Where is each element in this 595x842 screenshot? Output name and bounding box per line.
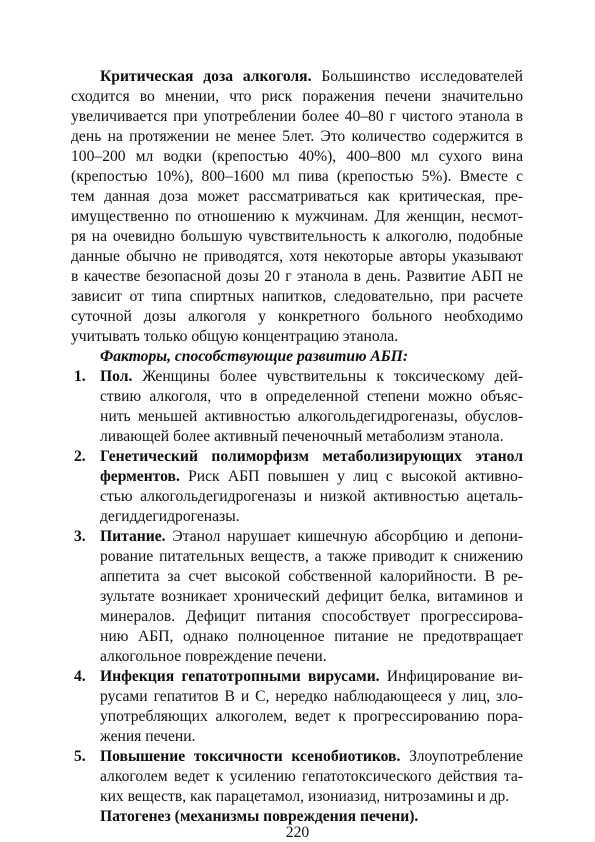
list-item-line: русами гепатитов В и С, нередко наблюдающееся у лиц, зло-	[100, 688, 523, 705]
paragraph-line: учитывать только общую концентрацию этанола.	[71, 328, 399, 345]
list-item-line: ливающей более активный печеночный метаболизм этанола.	[100, 428, 504, 445]
list-item-line: Питание. Этанол нарушает кишечную абсорбцию и депони-	[100, 528, 523, 545]
list-item-line: ких веществ, как парацетамол, изониазид, нитрозамины и др.	[100, 788, 510, 805]
list-item-line: алкогольное повреждение печени.	[100, 648, 327, 665]
list-item-line: Пол. Женщины более чувствительны к токсическому дей-	[100, 368, 523, 385]
list-item-line: Инфекция гепатотропными вирусами. Инфицирование ви-	[100, 668, 524, 685]
paragraph-line: ря на очевидно большую чувствительность к алкоголю, подобные	[71, 228, 523, 245]
list-item-line: рование питательных веществ, а также приводит к снижению	[100, 548, 523, 565]
list-number: 2.	[74, 448, 86, 465]
paragraph-line: 100–200 мл водки (крепостью 40%), 400–800 мл сухого вина	[71, 148, 523, 165]
paragraph-line: увеличивается при употреблении более 40–80 г чистого этанола в	[71, 108, 523, 125]
list-number: 5.	[74, 748, 86, 765]
paragraph-line: зависит от типа спиртных напитков, следовательно, при расчете	[71, 288, 523, 305]
factor-title: Генетический полиморфизм метаболизирующих этанол	[100, 448, 523, 465]
paragraph-line: сходится во мнении, что риск поражения печени значительно	[71, 88, 523, 105]
paragraph-line: имущественно по отношению к мужчинам. Для женщин, несмот-	[71, 208, 523, 225]
list-number: 1.	[74, 368, 86, 385]
list-item-line: аппетита за счет высокой собственной калорийности. В ре-	[100, 568, 523, 585]
list-item-line: минералов. Дефицит питания способствует прогрессирова-	[100, 608, 523, 625]
factors-heading: Факторы, способствующие развитию АБП:	[100, 348, 409, 365]
list-item-line: нить меньшей активностью алкогольдегидрогеназы, обуслов-	[100, 408, 523, 425]
list-number: 4.	[74, 668, 86, 685]
list-item-line: нию АБП, однако полноценное питание не предотвращает	[100, 628, 523, 645]
list-item-line: ствию алкоголя, что в определенной степени можно объяс-	[100, 388, 523, 405]
paragraph-line: день на протяжении не менее 5лет. Это количество содержится в	[71, 128, 523, 145]
paragraph-line: суточной дозы алкоголя у конкретного больного необходимо	[71, 308, 523, 325]
list-number: 3.	[74, 528, 86, 545]
pathogenesis-heading: Патогенез (механизмы повреждения печени).	[100, 808, 419, 825]
critical-dose-heading: Критическая доза алкоголя.	[100, 68, 312, 85]
factor-title: Инфекция гепатотропными вирусами.	[100, 668, 380, 685]
list-item-line: стью алкогольдегидрогеназы и низкой активностью ацеталь-	[100, 488, 523, 505]
factor-title: Питание.	[100, 528, 166, 545]
factor-title: ферментов.	[100, 468, 180, 485]
list-item-line: алкоголем ведет к усилению гепатотоксического действия та-	[100, 768, 523, 785]
list-item-line: зультате возникает хронический дефицит белка, витаминов и	[100, 588, 523, 605]
paragraph-line: Критическая доза алкоголя. Большинство исследователей	[100, 68, 523, 85]
paragraph-line: данные обычно не приводятся, хотя некоторые авторы указывают	[71, 248, 523, 265]
list-item-line: жения печени.	[100, 728, 196, 745]
page-number: 220	[285, 824, 310, 841]
paragraph-line: (крепостью 10%), 800–1600 мл пива (крепостью 5%). Вместе с	[71, 168, 523, 185]
paragraph-line: тем данная доза может рассматриваться как критическая, пре-	[71, 188, 523, 205]
factor-title: Пол.	[100, 368, 133, 385]
paragraph-line: в качестве безопасной дозы 20 г этанола в день. Развитие АБП не	[71, 268, 523, 285]
list-item-line: Повышение токсичности ксенобиотиков. Злоупотребление	[100, 748, 523, 765]
list-item-line: ферментов. Риск АБП повышен у лиц с высокой активно-	[100, 468, 523, 485]
list-item-line: употребляющих алкоголем, ведет к прогрессированию пора-	[100, 708, 523, 725]
factor-title: Повышение токсичности ксенобиотиков.	[100, 748, 401, 765]
list-item-line: дегиддегидрогеназы.	[100, 508, 240, 525]
